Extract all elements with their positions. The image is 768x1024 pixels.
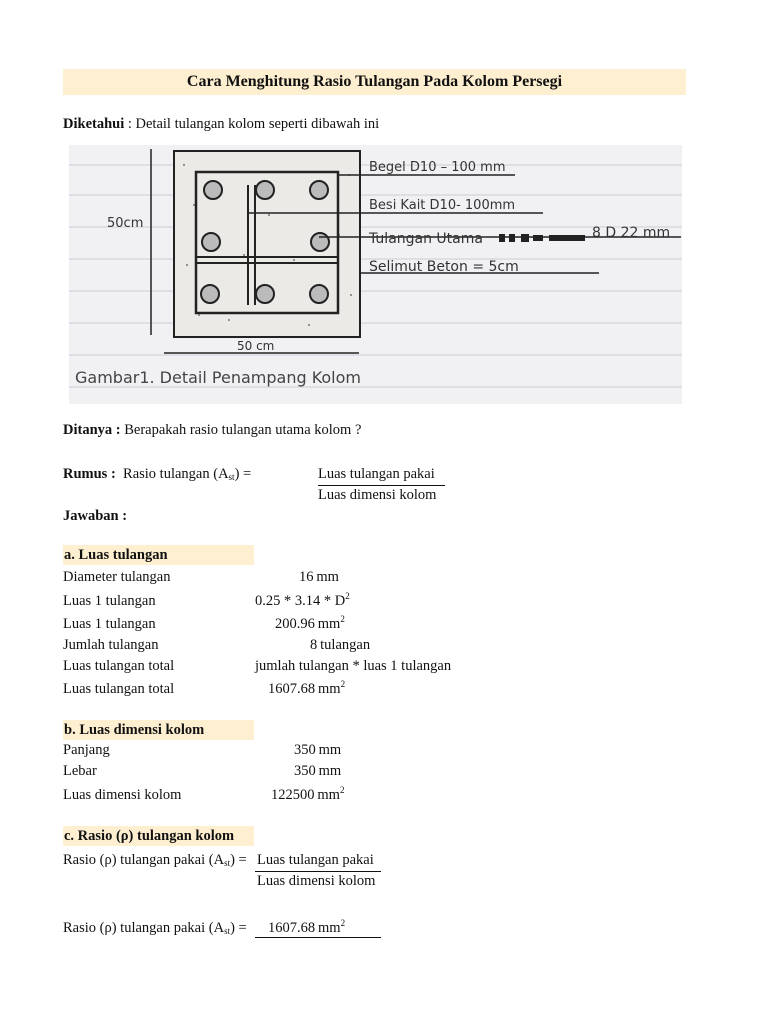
- a-row-total-formula: jumlah tulangan * luas 1 tulangan: [255, 658, 452, 674]
- a-row-luas1-label: Luas 1 tulangan: [63, 593, 156, 609]
- diketahui-text: : Detail tulangan kolom seperti dibawah ini: [124, 116, 380, 132]
- a-row-total-value: 1607.68 $mm^2$: [268, 679, 346, 697]
- rumus-denominator: Luas dimensi kolom: [318, 487, 437, 503]
- section-c-title: c. Rasio (ρ) tulangan kolom: [63, 826, 254, 846]
- a-row-luas1-value-label: Luas 1 tulangan: [63, 616, 156, 632]
- c-rasio-numerator: Luas tulangan pakai: [257, 852, 374, 868]
- a-row-luas1-value: 200.96 $mm^2$: [275, 614, 345, 632]
- c-rasio2-numerator: 1607.68 $mm^2$: [268, 918, 346, 936]
- label-utama-value: 8 D 22 mm: [592, 225, 671, 241]
- dim-label-vertical: 50cm: [107, 216, 144, 231]
- c-rasio-lhs: Rasio (ρ) tulangan pakai $(A_{st})$ =: [63, 852, 247, 868]
- b-row-lebar-label: Lebar: [63, 763, 97, 779]
- section-a-title: a. Luas tulangan: [63, 545, 254, 565]
- a-row-total-formula-label: Luas tulangan total: [63, 658, 175, 674]
- c-rasio2-fraction-bar: [255, 937, 381, 938]
- b-row-luas-label: Luas dimensi kolom: [63, 787, 182, 803]
- b-row-luas-value: 122500 $mm^2$: [271, 785, 345, 803]
- rumus-label: Rumus :: [63, 466, 116, 482]
- c-rasio-fraction-bar: [255, 871, 381, 872]
- a-row-jumlah-label: Jumlah tulangan: [63, 637, 159, 653]
- dim-label-horizontal: 50 cm: [237, 339, 275, 353]
- ditanya-text: Berapakah rasio tulangan utama kolom ?: [120, 422, 362, 438]
- column-sketch: [69, 145, 682, 404]
- b-row-panjang-label: Panjang: [63, 742, 110, 758]
- a-row-diameter-value: 16 mm: [299, 569, 339, 585]
- ditanya-line: [63, 422, 361, 439]
- jawaban-heading: Jawaban :: [63, 508, 128, 524]
- a-row-jumlah-value: 8 tulangan: [310, 637, 371, 653]
- c-rasio-denominator: Luas dimensi kolom: [257, 873, 376, 889]
- rumus-numerator: Luas tulangan pakai: [318, 466, 435, 482]
- label-begel: Begel D10 – 100 mm: [369, 160, 506, 175]
- page-title: Cara Menghitung Rasio Tulangan Pada Kolom Persegi: [63, 69, 686, 95]
- label-kait: Besi Kait D10- 100mm: [369, 198, 516, 213]
- diketahui-line: [63, 116, 379, 133]
- rumus-lhs: Rasio tulangan $(A_{st})$ =: [123, 466, 252, 482]
- column-detail-figure: [69, 145, 682, 404]
- a-row-diameter-label: Diameter tulangan: [63, 569, 171, 585]
- ditanya-label: Ditanya :: [63, 422, 121, 438]
- rumus-line: [63, 466, 251, 483]
- label-utama: Tulangan Utama: [369, 231, 483, 247]
- b-row-panjang-value: 350 mm: [294, 742, 342, 758]
- section-b-title: b. Luas dimensi kolom: [63, 720, 254, 740]
- c-rasio2-lhs: Rasio (ρ) tulangan pakai $(A_{st})$ =: [63, 920, 247, 936]
- rumus-fraction-bar: [318, 485, 445, 486]
- b-row-lebar-value: 350 mm: [294, 763, 342, 779]
- a-row-luas1-formula: $0.25 * 3.14 * D^2$: [255, 591, 350, 609]
- a-row-total-label: Luas tulangan total: [63, 681, 175, 697]
- figure-caption: Gambar1. Detail Penampang Kolom: [75, 368, 361, 387]
- label-selimut: Selimut Beton = 5cm: [369, 259, 519, 275]
- diketahui-label: Diketahui: [63, 116, 125, 132]
